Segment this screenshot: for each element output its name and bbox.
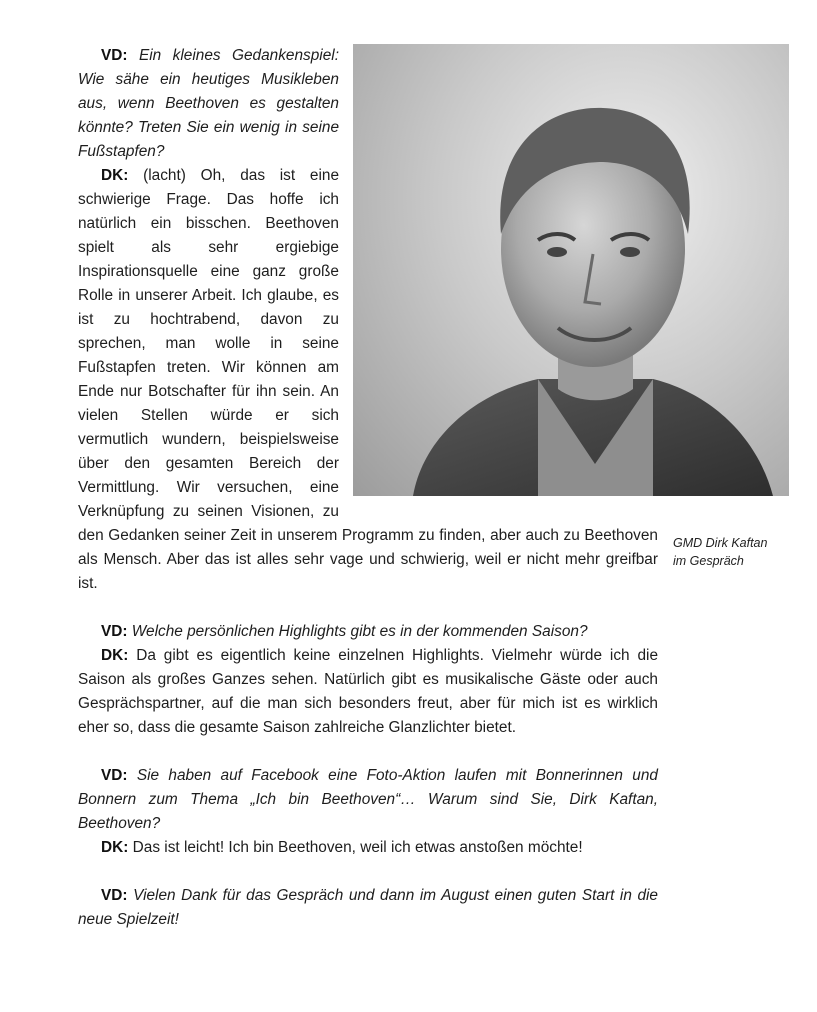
portrait-illustration (353, 44, 789, 496)
answer-text: Das ist leicht! Ich bin Beethoven, weil ich etwas anstoßen möchte! (132, 839, 583, 856)
answer-text: (lacht) Oh, das ist eine schwierige Frage. Das hoffe ich natürlich ein bisschen. Beethoven spielt als sehr ergiebige Inspirationsquelle eine ganz große Rolle in unserer Arbeit. Ich glaube, es ist zu hochtrabend, davon zu sprechen, man wolle in seine Fußstapfen treten. Wir können am Ende nur Botschafter für ihn sein. An vielen Stellen würde er sich vermutlich wundern, beispielsweise über den gesamten Bereich der Vermittlung. Wir versuchen, eine Verknüpfung zu seinen Visionen, zu den Gedanken seiner Zeit in unserem Programm zu finden, aber auch zu Beethoven als Mensch. Aber das ist alles sehr vage und schwierig, weil er nicht mehr greifbar ist. (78, 167, 658, 592)
question-text: Vielen Dank für das Gespräch und dann im August einen guten Start in die neue Spielzeit! (78, 887, 658, 928)
question-text: Welche persönlichen Highlights gibt es in der kommenden Saison? (131, 623, 588, 640)
question-text: Ein kleines Gedankenspiel: Wie sähe ein heutiges Musikleben aus, wenn Beethoven es gestalten könnte? Treten Sie ein wenig in seine Fußstapfen? (78, 47, 339, 160)
speaker-label: VD: (101, 887, 128, 904)
caption-line: im Gespräch (673, 554, 744, 568)
speaker-label: DK: (101, 167, 129, 184)
speaker-label: VD: (101, 767, 128, 784)
article-body (78, 44, 658, 932)
answer-text: Da gibt es eigentlich keine einzelnen Highlights. Vielmehr würde ich die Saison als großes Ganzes sehen. Natürlich gibt es musikalische Gäste oder auch Gesprächspartner, auf die man sich besonders freut, aber für mich ist es wirklich eher so, dass die gesamte Saison zahlreiche Glanzlichter bietet. (78, 647, 658, 736)
photo-caption (673, 534, 803, 570)
speaker-label: DK: (101, 647, 129, 664)
caption-line: GMD Dirk Kaftan (673, 536, 768, 550)
speaker-label: DK: (101, 839, 129, 856)
question-text: Sie haben auf Facebook eine Foto-Aktion laufen mit Bonnerinnen und Bonnern zum Thema „Ich bin Beethoven“… Warum sind Sie, Dirk Kaftan, Beethoven? (78, 767, 658, 832)
speaker-label: VD: (101, 623, 128, 640)
portrait-photo (353, 44, 789, 496)
speaker-label: VD: (101, 47, 128, 64)
